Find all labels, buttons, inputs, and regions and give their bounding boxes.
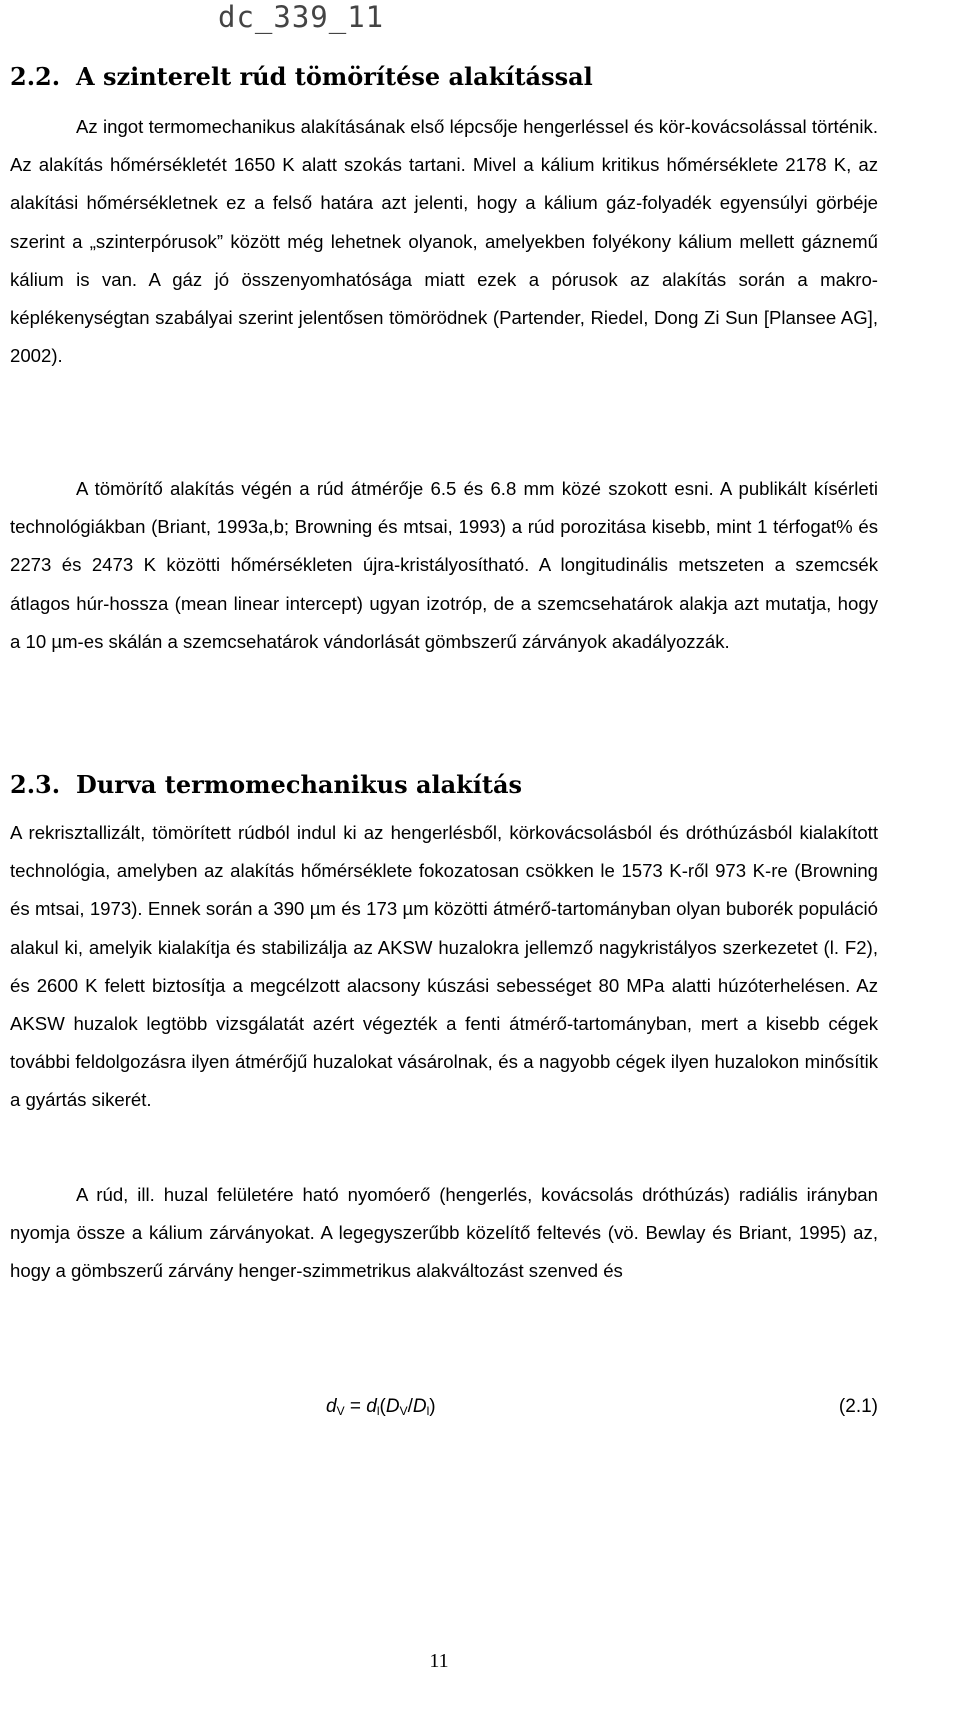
page-number: 11 bbox=[429, 1650, 449, 1672]
document-code: dc_339_11 bbox=[218, 0, 385, 34]
paragraph-ingot-forming: Az ingot termomechanikus alakításának első lépcsője hengerléssel és kör-kovácsolással történik. Az alakítás hőmérsékletét 1650 K alatt szokás tartani. Mivel a kálium kritikus hőmérséklete 2178 K, az alakítási hőmérsékletnek ez a felső határa azt jelenti, hogy a kálium gáz-folyadék egyensúlyi görbéje szerint a „szinterpórusok” között még lehetnek olyanok, amelyekben folyékony kálium mellett gáznemű kálium is van. A gáz jó összenyomhatósága miatt ezek a pórusok az alakítás során a makro-képlékenységtan szabályai szerint jelentősen tömörödnek (Partender, Riedel, Dong Zi Sun [Plansee AG], 2002). bbox=[10, 116, 878, 367]
equation-formula: $d_V = d_l(D_V/D_l)$ bbox=[326, 1396, 436, 1418]
equation-2-1 bbox=[10, 1396, 878, 1436]
section-title: Durva termomechanikus alakítás bbox=[76, 770, 523, 799]
paragraph-compaction: A tömörítő alakítás végén a rúd átmérője 6.5 és 6.8 mm közé szokott esni. A publikált kísérleti technológiákban (Briant, 1993a,b; Browning és mtsai, 1993) a rúd porozitása kisebb, mint 1 térfogat% és 2273 és 2473 K közötti hőmérsékleten újra-kristályosítható. A longitudinális metszeten a szemcsék átlagos húr-hossza (mean linear intercept) ugyan izotróp, de a szemcsehatárok alakja azt mutatja, hogy a 10 µm-es skálán a szemcsehatárok vándorlását gömbszerű zárványok akadályozzák. bbox=[10, 478, 878, 652]
section-heading-2-2 bbox=[10, 62, 593, 91]
paragraph-compressive-force: A rúd, ill. huzal felületére ható nyomóerő (hengerlés, kovácsolás dróthúzás) radiális irányban nyomja össze a kálium zárványokat. A legegyszerűbb közelítő feltevés (vö. Bewlay és Briant, 1995) az, hogy a gömbszerű zárvány henger-szimmetrikus alakváltozást szenved és bbox=[10, 1184, 878, 1282]
section-number: 2.3. bbox=[10, 770, 61, 799]
section-title: A szinterelt rúd tömörítése alakítással bbox=[76, 62, 593, 91]
section-heading-2-3 bbox=[10, 770, 522, 799]
section-number: 2.2. bbox=[10, 62, 61, 91]
equation-number: (2.1) bbox=[838, 1396, 878, 1417]
paragraph-rough-forming: A rekrisztallizált, tömörített rúdból indul ki az hengerlésből, körkovácsolásból és dróthúzásból kialakított technológia, amelyben az alakítás hőmérséklete fokozatosan csökken le 1573 K-ről 973 K-re (Browning és mtsai, 1973). Ennek során a 390 µm és 173 µm közötti átmérő-tartományban olyan buborék populáció alakul ki, amelyik kialakítja és stabilizálja az AKSW huzalokra jellemző nagykristályos szerkezetet (l. F2), és 2600 K felett biztosítja a megcélzott alacsony kúszási sebességet 80 MPa alatti húzóterhelésen. Az AKSW huzalok legtöbb vizsgálatát azért végezték a fenti átmérő-tartományban, mert a kisebb cégek további feldolgozásra ilyen átmérőjű huzalokat vásárolnak, és a nagyobb cégek ilyen huzalokon minősítik a gyártás sikerét. bbox=[10, 822, 878, 1111]
